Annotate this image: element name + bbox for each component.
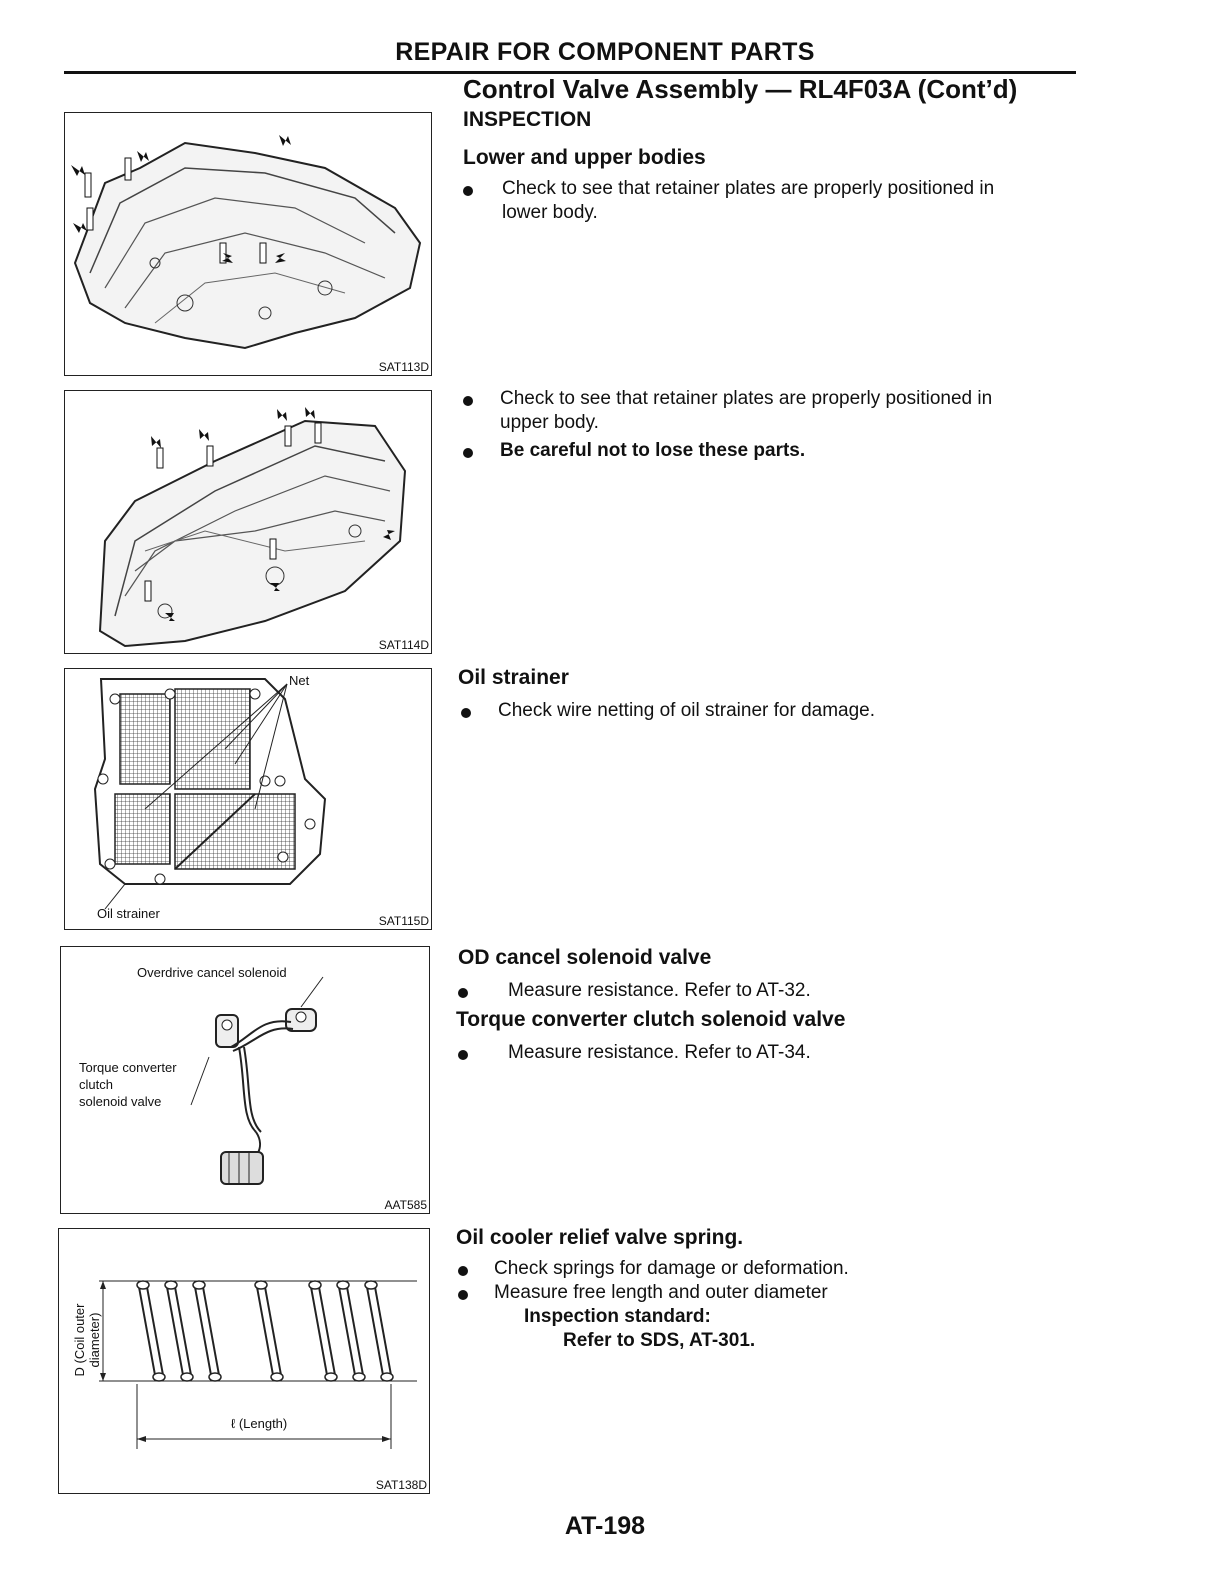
figure-oil-strainer	[64, 668, 432, 930]
bullet	[463, 396, 473, 406]
bullet	[458, 1050, 468, 1060]
text-line: upper body.	[500, 412, 599, 433]
bullet-text: Check wire netting of oil strainer for damage.	[498, 700, 876, 721]
figure-upper-body	[64, 390, 432, 654]
bullet	[458, 988, 468, 998]
section-title: Control Valve Assembly — RL4F03A (Cont’d)	[463, 74, 1018, 104]
bullet	[458, 1266, 468, 1276]
bullet-text	[500, 387, 992, 435]
heading-oil-strainer: Oil strainer	[458, 666, 569, 689]
figure-code: AAT585	[384, 1198, 427, 1212]
length-label: ℓ (Length)	[231, 1416, 288, 1431]
label-line: D (Coil outer	[72, 1303, 87, 1377]
text-line: Check to see that retainer plates are properly positioned in	[502, 178, 995, 199]
text-line: lower body.	[502, 202, 598, 223]
figure-code: SAT138D	[375, 1478, 427, 1492]
bullet	[461, 708, 471, 718]
od-solenoid-label: Overdrive cancel solenoid	[137, 965, 287, 980]
label-line: diameter)	[87, 1312, 102, 1368]
tcc-solenoid-label	[79, 1059, 177, 1110]
inspection-standard-label: Inspection standard:	[524, 1306, 711, 1327]
heading-lower-upper-bodies: Lower and upper bodies	[463, 146, 706, 169]
figure-code: SAT115D	[378, 914, 429, 928]
label-line: clutch	[79, 1077, 113, 1092]
bullet-text: Check springs for damage or deformation.	[494, 1258, 849, 1279]
section-subtitle: INSPECTION	[463, 108, 592, 131]
bullet	[458, 1290, 468, 1300]
spring-illustration	[59, 1229, 429, 1493]
bullet-text: Measure resistance. Refer to AT-32.	[508, 980, 811, 1001]
heading-tcc-solenoid: Torque converter clutch solenoid valve	[456, 1008, 846, 1031]
figure-code: SAT113D	[378, 360, 429, 374]
label-line: Torque converter	[79, 1060, 177, 1075]
label-line: solenoid valve	[79, 1094, 162, 1109]
heading-oil-cooler-spring: Oil cooler relief valve spring.	[456, 1226, 744, 1249]
bullet-text: Measure resistance. Refer to AT-34.	[508, 1042, 811, 1063]
figure-solenoid-valves	[60, 946, 430, 1214]
text-line: Check to see that retainer plates are properly positioned in	[500, 388, 993, 409]
bullet-text	[502, 177, 994, 225]
running-header: REPAIR FOR COMPONENT PARTS	[395, 38, 815, 66]
oil-strainer-label: Oil strainer	[97, 906, 160, 921]
bullet	[463, 186, 473, 196]
inspection-standard-value: Refer to SDS, AT-301.	[563, 1330, 756, 1351]
oil-strainer-illustration	[65, 669, 431, 929]
figure-lower-body	[64, 112, 432, 376]
lower-body-illustration	[65, 113, 431, 375]
bullet-text-warning: Be careful not to lose these parts.	[500, 440, 806, 461]
heading-od-cancel-solenoid: OD cancel solenoid valve	[458, 946, 712, 969]
coil-diameter-label	[72, 1280, 102, 1400]
net-label: Net	[289, 673, 310, 688]
upper-body-illustration	[65, 391, 431, 653]
bullet	[463, 448, 473, 458]
figure-code: SAT114D	[378, 638, 429, 652]
figure-relief-valve-spring	[58, 1228, 430, 1494]
page-number: AT-198	[564, 1512, 646, 1540]
bullet-text: Measure free length and outer diameter	[494, 1282, 828, 1303]
